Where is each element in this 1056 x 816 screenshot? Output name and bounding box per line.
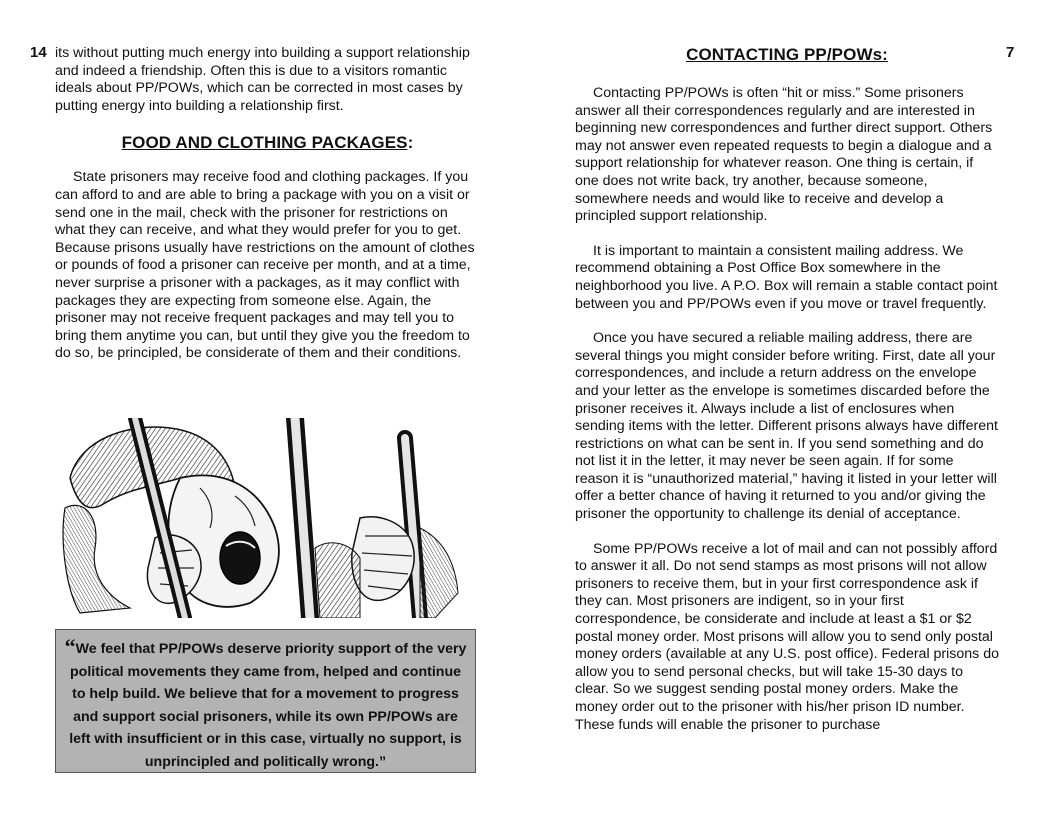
contacting-paragraph-1: Contacting PP/POWs is often “hit or miss.” Some prisoners answer all their correspondences regularly and are interested in beginning new correspondences and further direct support. Others may not answer even repeated requests to begin a dialogue and a support relationship for whatever reason. One thing is certain, if one does not write back, try another, because someone, somewhere needs and would like to receive and develop a principled support relationship. (575, 85, 993, 225)
contacting-paragraph-4: Some PP/POWs receive a lot of mail and can not possibly afford to answer it all. Do not send stamps as most prisons will not allow prisoners to receive them, but in your first correspondence ask if they can. Most prisoners are indigent, so in your first correspondence, be considerate and include at least a $1 or $2 postal money order. Most prisons will allow you to send only postal money orders (available at any U.S. post office). Federal prisons do allow you to send personal checks, but will take 15-30 days to clear. So we suggest sending postal money orders. Make the money order out to the prisoner with his/her prison ID number. These funds will enable the prisoner to purchase (575, 540, 999, 733)
contacting-paragraph-2: It is important to maintain a consistent mailing address. We recommend obtaining a Post Office Box somewhere in the neighborhood you live. A P.O. Box will remain a stable contact point between you and PP/POWs even if you move or travel frequently. (575, 242, 998, 312)
pullquote-body: We feel that PP/POWs deserve priority support of the very political movements they came from, helped and continue to help build. We believe that for a movement to progress and support social prisoners, while its own PP/POWs are left with insufficient or in this case, virtually no support, is unprincipled and politically wrong.” (69, 641, 467, 770)
contacting-title: CONTACTING PP/POWs: (686, 45, 888, 64)
left-column (55, 45, 480, 363)
right-page (528, 0, 1056, 816)
food-clothing-paragraph: State prisoners may receive food and clothing packages. If you can afford to and are able to bring a package with you on a visit or send one in the mail, check with the prisoner for restrictions on what they can receive, and what they would prefer for you to get. Because prisons usually have restrictions on the amount of clothes or pounds of food a prisoner can receive per month, and at a time, never surprise a prisoner with a packages, as it may conflict with packages they are expecting from someone else. Again, the prisoner may not receive frequent packages and may tell you to bring them anytime you can, but until they give you the freedom to do so, be principled, be considerate of them and their conditions. (55, 169, 475, 362)
food-clothing-title-colon: : (407, 133, 414, 153)
right-column (575, 45, 999, 734)
pullquote-open-mark: “ (64, 634, 76, 659)
pullquote-text (62, 636, 469, 774)
page-number-left: 14 (30, 44, 47, 61)
intro-paragraph: its without putting much energy into building a support relationship and indeed a friendship. Often this is due to a visitors romantic ideals about PP/POWs, which can be corrected in most cases by putting energy into building a relationship first. (55, 45, 470, 114)
contacting-paragraph-3: Once you have secured a reliable mailing address, there are several things you might consider before writing. First, date all your correspondences, and include a return address on the envelope and your letter as the envelope is sometimes discarded before the prisoner receives it. Always include a list of enclosures when sending items with the letter. Different prisons always have different restrictions on what can be sent in. If you send something and do not list it in the letter, it may never be seen again. If for some reason it is “unauthorized material,” having it listed in your letter will offer a better chance of having it returned to you and/or giving the prisoner the opportunity to challenge its denial of acceptance. (575, 330, 998, 523)
pullquote-box (55, 629, 476, 773)
page-number-right: 7 (1006, 44, 1015, 61)
food-clothing-title: FOOD AND CLOTHING PACKAGES (121, 133, 408, 153)
food-clothing-heading (55, 133, 480, 153)
prisoner-illustration (60, 418, 460, 618)
contacting-heading (575, 45, 999, 65)
